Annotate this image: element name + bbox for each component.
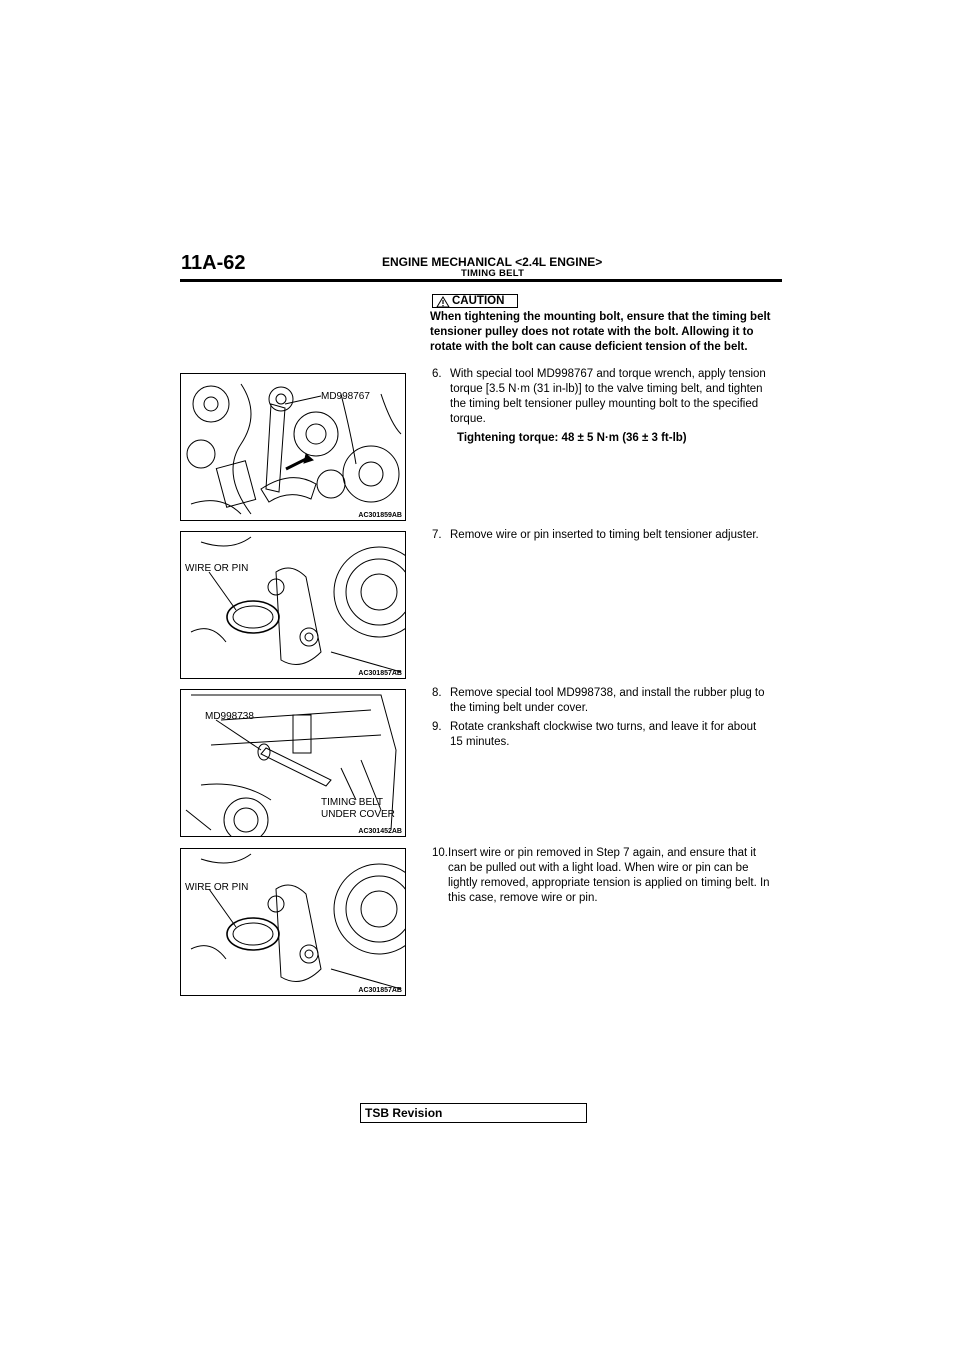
section-title: ENGINE MECHANICAL <2.4L ENGINE>: [382, 255, 603, 269]
warning-triangle-icon: [436, 296, 450, 308]
step-number: 10.: [432, 847, 448, 859]
callout-label: MD998738: [205, 711, 254, 722]
figure-torque-wrench: [180, 373, 406, 521]
engine-illustration: [181, 532, 406, 679]
step-number: 7.: [432, 529, 442, 541]
figure-code: AC301857AB: [358, 987, 402, 994]
figure-code: AC301859AB: [358, 512, 402, 519]
step-10: [432, 846, 772, 906]
step-number: 8.: [432, 687, 442, 699]
step-8: [432, 686, 772, 716]
figure-code: AC301452AB: [358, 828, 402, 835]
figure-code: AC301857AB: [358, 670, 402, 677]
figure-wire-or-pin-reinsert: [180, 848, 406, 996]
step-number: 6.: [432, 368, 442, 380]
step-number: 9.: [432, 721, 442, 733]
step-7: [432, 528, 772, 543]
tightening-torque-spec: Tightening torque: 48 ± 5 N·m (36 ± 3 ft-lb): [457, 432, 687, 444]
callout-label: WIRE OR PIN: [185, 882, 249, 893]
engine-illustration: [181, 374, 406, 521]
step-text: Remove wire or pin inserted to timing belt tensioner adjuster.: [450, 529, 759, 541]
tsb-revision-box: TSB Revision: [360, 1103, 587, 1123]
step-9: [432, 720, 772, 750]
caution-text: When tightening the mounting bolt, ensure that the timing belt tensioner pulley does not rotate with the bolt. Allowing it to rotate with the bolt can cause deficient tension of the belt.: [430, 311, 771, 353]
step-text: With special tool MD998767 and torque wrench, apply tension torque [3.5 N·m (31 in-lb)] to the valve timing belt, and tighten the timing belt tensioner pulley mounting bolt to the specified torque.: [450, 368, 766, 425]
engine-illustration: [181, 849, 406, 996]
callout-label: WIRE OR PIN: [185, 563, 249, 574]
header-rule: [180, 279, 782, 282]
caution-label: CAUTION: [452, 295, 505, 307]
callout-label: MD998767: [321, 391, 370, 402]
page-number: 11A-62: [181, 252, 246, 274]
figure-wire-or-pin: [180, 531, 406, 679]
section-subtitle: TIMING BELT: [461, 268, 525, 279]
step-text: Rotate crankshaft clockwise two turns, and leave it for about 15 minutes.: [450, 721, 757, 748]
step-text: Insert wire or pin removed in Step 7 again, and ensure that it can be pulled out with a light load. When wire or pin can be lightly removed, appropriate tension is applied on timing belt. In this case, remove wire or pin.: [448, 847, 770, 904]
step-text: Remove special tool MD998738, and install the rubber plug to the timing belt under cover.: [450, 687, 765, 714]
step-6: [432, 367, 772, 427]
callout-label: TIMING BELT: [321, 797, 384, 808]
callout-label: UNDER COVER: [321, 809, 395, 820]
figure-special-tool: [180, 689, 406, 837]
caution-box: [432, 294, 518, 308]
